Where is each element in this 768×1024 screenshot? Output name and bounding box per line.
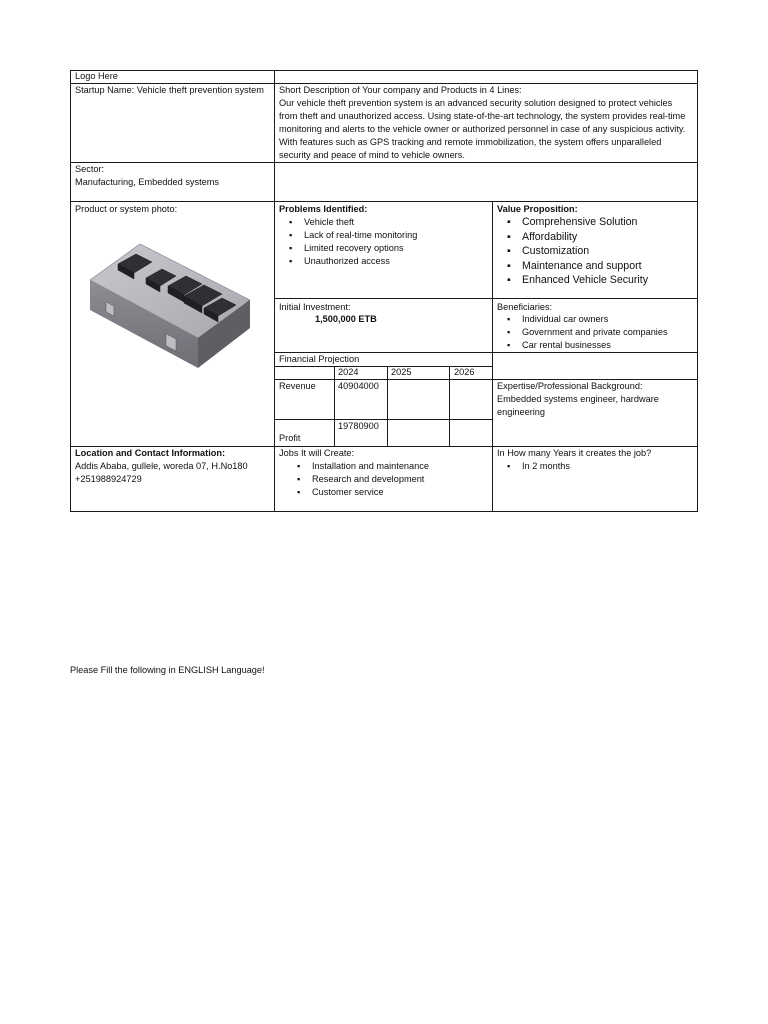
jobs-list [287, 460, 429, 499]
year-2024: 2024 [338, 367, 359, 377]
footer-note: Please Fill the following in ENGLISH Language! [70, 665, 265, 675]
list-item: ▪ Affordability [497, 230, 648, 245]
column-divider [449, 366, 450, 446]
profit-2024: 19780900 [338, 421, 379, 431]
logo-placeholder: Logo Here [75, 71, 118, 81]
location-phone: +251988924729 [75, 474, 142, 484]
list-item: ▪ Research and development [287, 473, 429, 486]
expertise-value: Embedded systems engineer, hardware engineering [497, 394, 659, 417]
sector-label: Sector: [75, 164, 105, 174]
row-divider [274, 419, 492, 420]
beneficiaries-list [497, 313, 668, 352]
column-divider [274, 70, 275, 512]
row-divider [274, 298, 698, 299]
list-item: ▪ Individual car owners [497, 313, 668, 326]
column-divider [334, 366, 335, 446]
years-job-list [497, 460, 570, 473]
expertise-label: Expertise/Professional Background: [497, 381, 643, 391]
list-item: ▪ Government and private companies [497, 326, 668, 339]
list-item: ▪ Maintenance and support [497, 259, 648, 274]
investment-label: Initial Investment: [279, 302, 351, 312]
problems-heading: Problems Identified: [279, 204, 368, 214]
description-text: Our vehicle theft prevention system is an advanced security solution designed to protect vehicles from theft and unauthorized access. Using state-of-the-art technology, the system provides real-time monitoring and alerts to the vehicle owner or authorized personnel in case of any suspicious activity. With features such as GPS tracking and remote immobilization, the system offers unparalleled security and peace of mind to vehicle owners. [279, 98, 686, 160]
years-job-label: In How many Years it creates the job? [497, 448, 652, 458]
beneficiaries-label: Beneficiaries: [497, 302, 553, 312]
list-item: ▪ Enhanced Vehicle Security [497, 273, 648, 288]
investment-value: 1,500,000 ETB [315, 314, 377, 324]
row-divider [70, 201, 698, 202]
list-item: ▪ Unauthorized access [279, 255, 417, 268]
list-item: ▪ Customer service [287, 486, 429, 499]
product-photo [80, 230, 260, 380]
revenue-label: Revenue [279, 381, 316, 391]
product-photo-label: Product or system photo: [75, 204, 178, 214]
problems-list [279, 216, 417, 268]
value-proposition-heading: Value Proposition: [497, 204, 578, 214]
financial-projection-label: Financial Projection [279, 354, 360, 364]
location-address: Addis Ababa, gullele, woreda 07, H.No180 [75, 461, 248, 471]
list-item: ▪ Comprehensive Solution [497, 215, 648, 230]
list-item: ▪ Car rental businesses [497, 339, 668, 352]
sector-value: Manufacturing, Embedded systems [75, 177, 220, 187]
list-item: ▪ Customization [497, 244, 648, 259]
year-2025: 2025 [391, 367, 412, 377]
list-item: ▪ Vehicle theft [279, 216, 417, 229]
column-divider [387, 366, 388, 446]
description-heading: Short Description of Your company and Products in 4 Lines: [279, 85, 522, 95]
row-divider [70, 162, 698, 163]
profit-label: Profit [279, 433, 301, 443]
value-proposition-list [497, 215, 648, 288]
list-item: ▪ In 2 months [497, 460, 570, 473]
revenue-2024: 40904000 [338, 381, 379, 391]
jobs-label: Jobs It will Create: [279, 448, 355, 458]
list-item: ▪ Installation and maintenance [287, 460, 429, 473]
startup-name: Startup Name: Vehicle theft prevention system [75, 85, 264, 95]
year-2026: 2026 [454, 367, 475, 377]
list-item: ▪ Lack of real-time monitoring [279, 229, 417, 242]
location-heading: Location and Contact Information: [75, 448, 226, 458]
column-divider [492, 201, 493, 512]
list-item: ▪ Limited recovery options [279, 242, 417, 255]
